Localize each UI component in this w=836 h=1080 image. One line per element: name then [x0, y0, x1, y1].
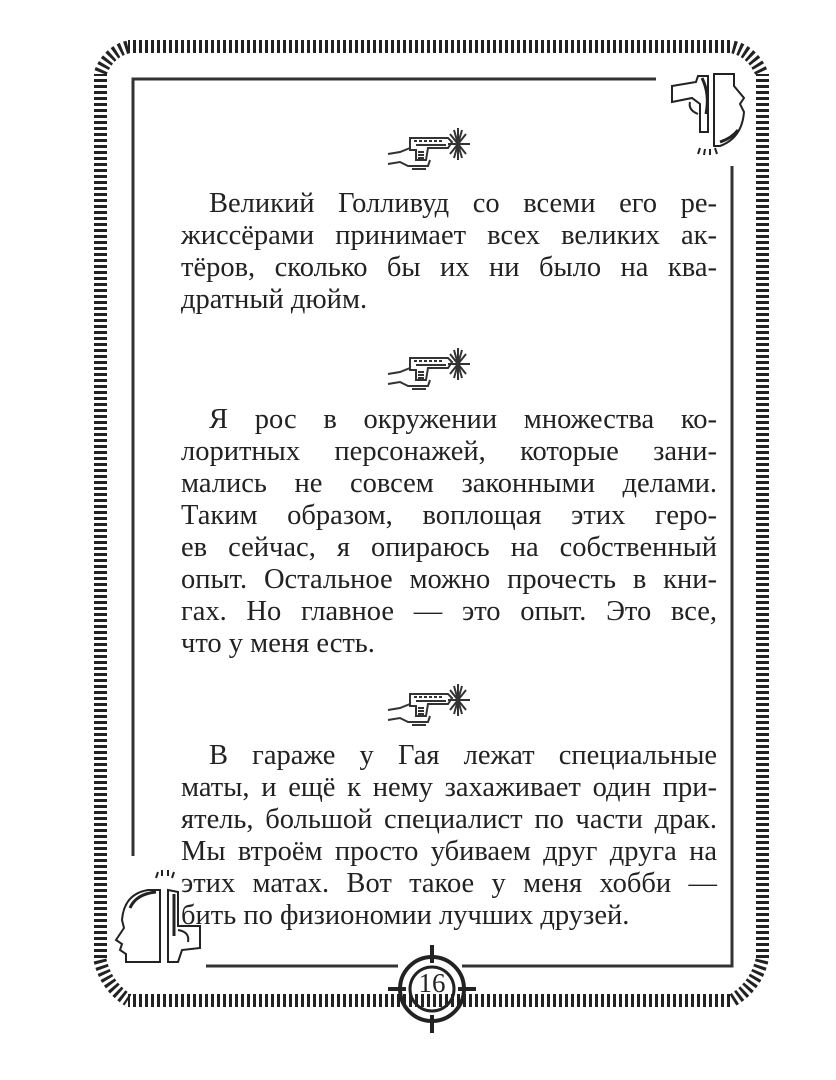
hand-with-raygun-icon [384, 340, 480, 392]
hand-with-raygun-icon [384, 120, 480, 172]
text-line: тёров, сколько бы их ни было на ква- [181, 252, 717, 283]
paragraph-3 [181, 740, 717, 932]
text-line: опыт. Остальное можно прочесть в кни- [181, 564, 717, 595]
text-line: ев сейчас, я опираюсь на собственный [181, 532, 717, 563]
hand-with-raygun-icon [384, 676, 480, 728]
text-line: Я рос в окружении множества ко- [209, 404, 717, 435]
text-line: маты, и ещё к нему захаживает один при- [181, 772, 717, 803]
paragraph-2 [181, 404, 717, 660]
text-line: Таким образом, воплощая этих геро- [181, 500, 717, 531]
text-line: Мы втроём просто убиваем друг друга на [181, 836, 717, 867]
text-line: Великий Голливуд со всеми его ре- [209, 188, 717, 219]
paragraph-1 [181, 188, 717, 316]
page-number: 16 [418, 968, 446, 998]
silhouette-with-gun-icon [672, 74, 744, 155]
text-line: лоритных персонажей, которые зани- [181, 436, 717, 467]
text-line: В гараже у Гая лежат специальные [209, 740, 717, 771]
text-line: мались не совсем законными делами. [181, 468, 717, 499]
text-line: ятель, большой специалист по части драк. [181, 804, 717, 835]
text-line: гах. Но главное — это опыт. Это все, [181, 596, 717, 627]
text-line: этих матах. Вот такое у меня хобби — [181, 868, 717, 899]
text-line: что у меня есть. [181, 628, 375, 659]
text-line: жиссёрами принимает всех великих ак- [181, 220, 717, 251]
text-line: бить по физиономии лучших друзей. [181, 900, 630, 931]
text-line: дратный дюйм. [181, 284, 368, 315]
